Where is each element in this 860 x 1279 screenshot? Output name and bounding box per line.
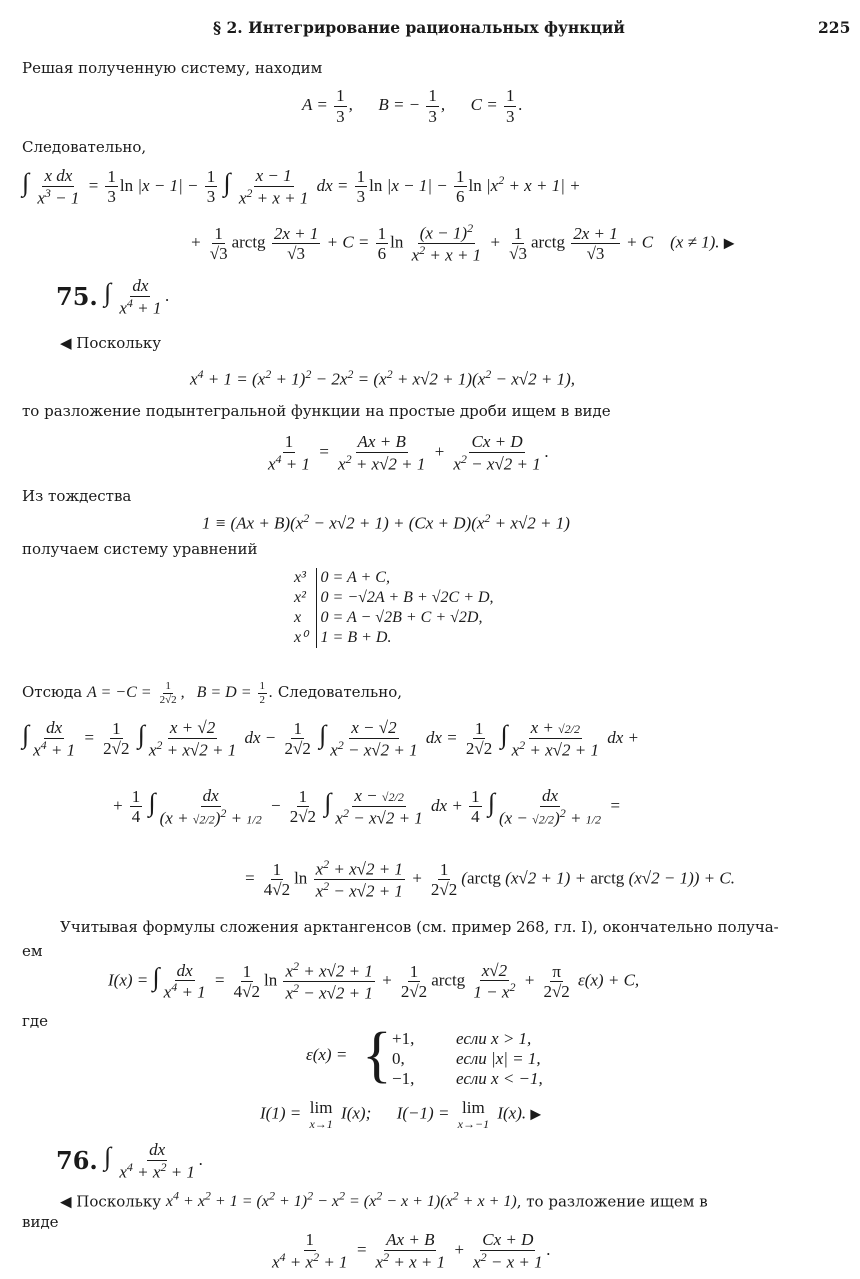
text-hence-label: Отсюда [22, 682, 83, 701]
system-row: x² 0 = −√2A + B + √2C + D, [290, 588, 498, 608]
eps-value: +1, [392, 1029, 415, 1048]
system-row: x 0 = A − √2B + C + √2D, [290, 608, 498, 628]
text-form: виде [22, 1213, 59, 1231]
text-hence: Отсюда A = −C = $\frac{1}{2√2}$ , B = D = $\frac{1}{2}$ . Следовательно, [22, 680, 403, 706]
formula-limits: I(1) = lim x→1 I(x); I(−1) = lim x→−1 I(x). ▶ [260, 1098, 542, 1131]
problem-75-number: 75. [56, 282, 98, 311]
eps-condition: если |x| = 1, [456, 1049, 541, 1068]
eps-condition: если x < −1, [456, 1069, 543, 1088]
system-row: x⁰ 1 = B + D. [290, 628, 498, 648]
section-header: § 2. Интегрирование рациональных функций [213, 18, 625, 37]
system-row: x³ 0 = A + C, [290, 568, 498, 588]
formula-int2-line2: + $\frac{1}{4}$ ∫ $\frac{dx}{(x + √2/2)^2 + 1/2}$ − $\frac{1}{2√2}$ ∫ $\frac{x - √2/2}{x^2 - x√2 + 1}$ dx + $\frac{1}{4}$ ∫ $\frac{dx}{(x - √2/2)^2 + 1/2}$ = [112, 786, 621, 828]
formula-factor: $x^4 + 1 = (x^2 + 1)^2 - 2x^2 = (x^2 + x√2 + 1)(x^2 - x√2 + 1)$, [190, 367, 575, 389]
eps-condition: если x > 1, [456, 1029, 532, 1048]
formula-int2-line3: = $\frac{1}{4√2}$ ln $\frac{x^2 + x√2 + 1}{x^2 - x√2 + 1}$ + $\frac{1}{2√2}$ (arctg (x√2 + 1) + arctg (x√2 − 1)) + C. [244, 857, 735, 901]
problem-76-number: 76. [56, 1146, 98, 1175]
formula-int1-line2: + $\frac{1}{√3}$ arctg $\frac{2x + 1}{√3}$ + C = $\frac{1}{6}$ ln $\frac{(x - 1)^2}{x^2 + x + 1}$ + $\frac{1}{√3}$ arctg $\frac{2x + 1}{√3}$ + C (x ≠ 1). ▶ [190, 221, 735, 265]
text-therefore-1: Следовательно, [22, 138, 147, 156]
text-decomposition: то разложение подынтегральной функции на простые дроби ищем в виде [22, 402, 611, 420]
formula-int2-line1: ∫ $\frac{dx}{x^4 + 1}$ = $\frac{1}{2√2}$ ∫ $\frac{x + √2}{x^2 + x√2 + 1}$ dx − $\frac{1}{2√2}$ ∫ $\frac{x - √2}{x^2 - x√2 + 1}$ dx = $\frac{1}{2√2}$ ∫ $\frac{x + √2/2}{x^2 + x√2 + 1}$ dx + [22, 718, 640, 760]
formula-int1-line1: ∫ $\frac{\text{x dx}}{x^3 - 1}$ = $\frac{1}{3}$ ln |x − 1| − $\frac{1}{3}$ ∫ $\frac{x - 1}{x^2 + x + 1}$ dx = $\frac{1}{3}$ ln |x − 1| − $\frac{1}{6}$ $\ln |x^2 + x + 1|$ + [22, 166, 581, 208]
text-considering: Учитывая формулы сложения арктангенсов (см. пример 268, гл. I), окончательно получа- [60, 918, 779, 936]
text-identity: Из тождества [22, 487, 132, 505]
text-solving: Решая полученную систему, находим [22, 59, 323, 77]
text-considering-cont: ем [22, 942, 43, 960]
text-system: получаем систему уравнений [22, 540, 258, 558]
formula-identity: $1 \equiv (Ax + B)(x^2 - x√2 + 1) + (Cx + D)(x^2 + x√2 + 1)$ [202, 511, 570, 533]
eps-value: 0, [392, 1049, 405, 1068]
problem-75-integral: ∫ $\frac{dx}{x^4 + 1}$ . [104, 276, 170, 318]
formula-Ix: I(x) = ∫ $\frac{dx}{x^4 + 1}$ = $\frac{1}{4√2}$ ln $\frac{x^2 + x√2 + 1}{x^2 - x√2 + 1}$ + $\frac{1}{2√2}$ arctg $\frac{x√2}{1 - x^2}$ + $\frac{\pi}{2√2}$ ε(x) + C, [108, 959, 640, 1003]
formula-partial-76: $\frac{1}{x^4 + x^2 + 1}$ = $\frac{Ax + B}{x^2 + x + 1}$ + $\frac{Cx + D}{x^2 - x + 1}$ . [272, 1230, 551, 1272]
text-therefore-2: Следовательно, [277, 682, 403, 701]
formula-partial-75: $\frac{1}{x^4 + 1}$ = $\frac{Ax + B}{x^2 + x√2 + 1}$ + $\frac{Cx + D}{x^2 - x√2 + 1}$ . [268, 432, 549, 474]
text-where: где [22, 1012, 48, 1030]
text-since-76-label: ◀ Поскольку [60, 1192, 162, 1211]
eps-value: −1, [392, 1069, 415, 1088]
text-since-76: ◀ Поскольку $x^4 + x^2 + 1 = (x^2 + 1)^2 - x^2 = (x^2 - x + 1)(x^2 + x + 1)$, то разложение ищем в [60, 1189, 708, 1211]
page-number: 225 [818, 18, 851, 37]
text-since-76-tail: , то разложение ищем в [516, 1192, 708, 1211]
text-since-75: ◀ Поскольку [60, 334, 162, 352]
equation-system [290, 568, 498, 648]
formula-abc: A = $\frac{1}{3}$ , B = − $\frac{1}{3}$ , C = $\frac{1}{3}$ . [302, 86, 523, 126]
problem-76-integral: ∫ $\frac{dx}{x^4 + x^2 + 1}$ . [104, 1140, 204, 1182]
